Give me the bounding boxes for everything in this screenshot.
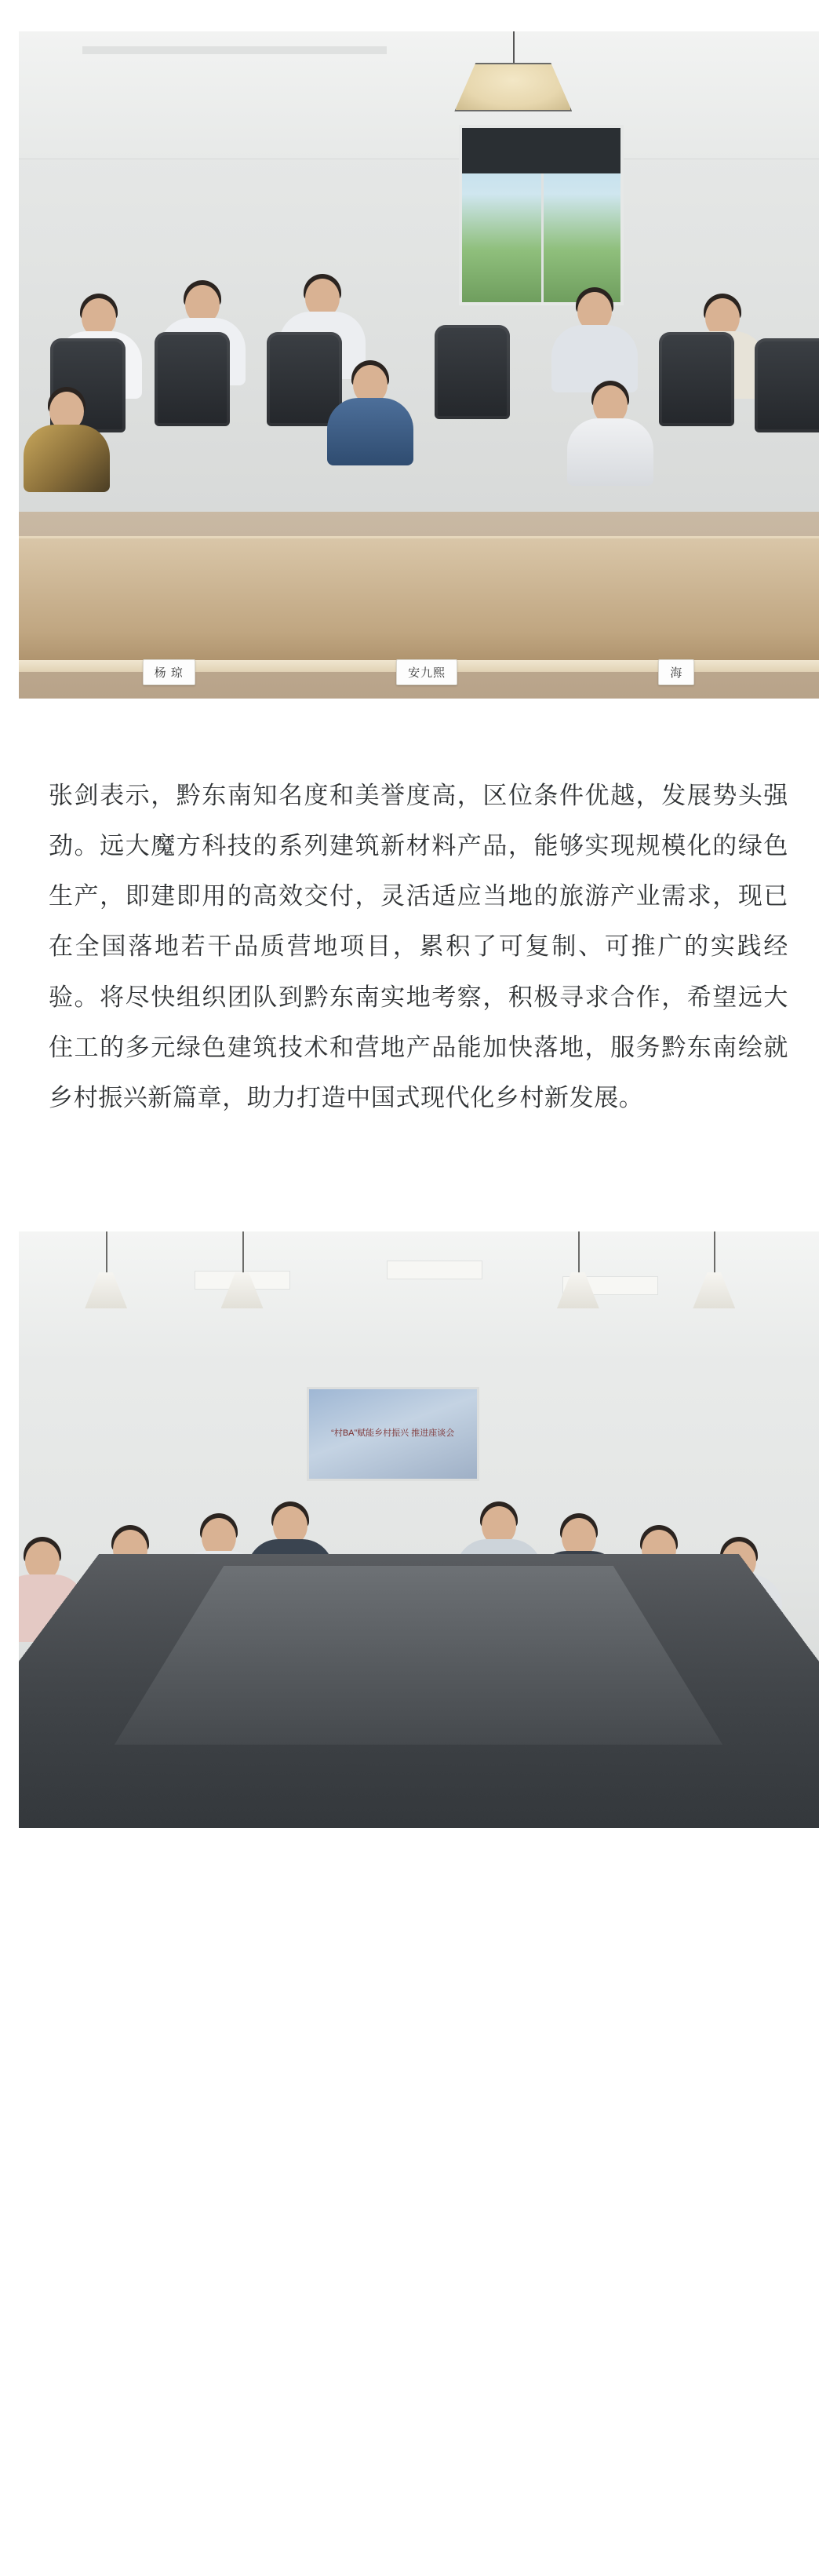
office-chair [659,332,734,426]
nameplate: 海 [658,659,694,685]
presentation-screen: “村BA”赋能乡村振兴 推进座谈会 [307,1387,479,1481]
window [459,125,624,305]
ceiling [19,31,819,159]
meeting-room-scene-top [19,31,819,699]
office-chair [155,332,230,426]
meeting-photo-bottom [19,1231,819,1828]
office-chair [435,325,510,419]
office-chair [755,338,819,432]
pendant-lamp-icon [690,1231,737,1318]
pendant-lamp-icon [450,31,576,126]
nameplate-row [19,659,819,685]
nameplate: 杨 琼 [143,659,195,685]
nameplate: 安九熙 [396,659,457,685]
pendant-lamp-icon [82,1231,129,1318]
article-body [0,699,837,1191]
office-chair [267,332,342,426]
pendant-lamp-icon [219,1231,266,1318]
conference-table [19,536,819,672]
meeting-photo-top [19,31,819,699]
article-paragraph: 张剑表示，黔东南知名度和美誉度高，区位条件优越，发展势头强劲。远大魔方科技的系列建筑新材料产品，能够实现规模化的绿色生产，即建即用的高效交付，灵活适应当地的旅游产业需求，现已在全国落地若干品质营地项目，累积了可复制、可推广的实践经验。将尽快组织团队到黔东南实地考察，积极寻求合作，希望远大住工的多元绿色建筑技术和营地产品能加快落地，服务黔东南绘就乡村振兴新篇章，助力打造中国式现代化乡村新发展。 [49,782,788,1111]
meeting-room-scene-bottom [19,1231,819,1828]
pendant-lamp-icon [555,1231,602,1318]
